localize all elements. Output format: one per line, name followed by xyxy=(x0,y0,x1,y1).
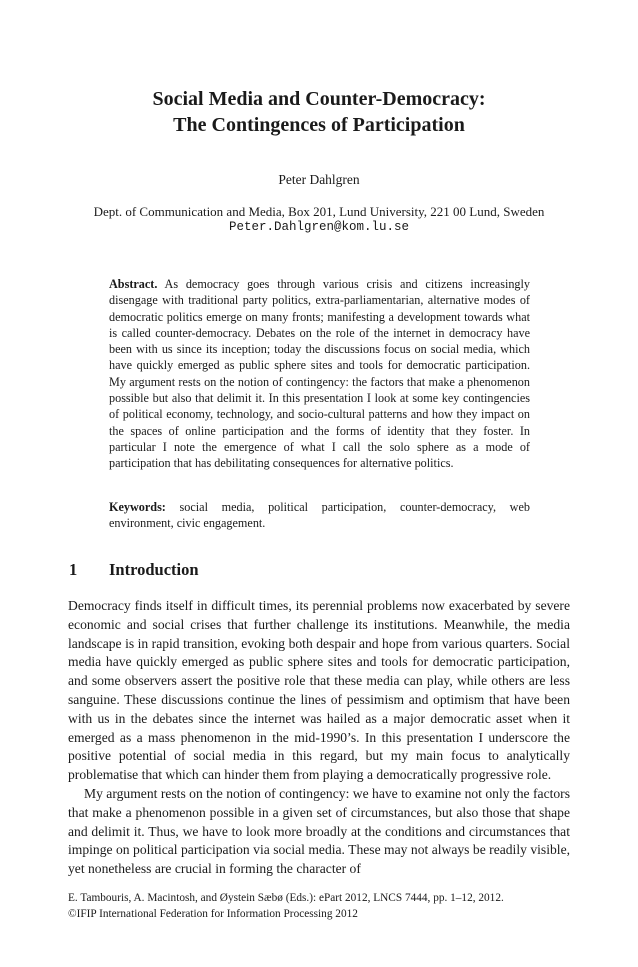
author-email: Peter.Dahlgren@kom.lu.se xyxy=(228,220,410,234)
section-number: 1 xyxy=(69,560,78,579)
footer-copyright: ©IFIP International Federation for Information Processing 2012 xyxy=(68,908,358,920)
body-text xyxy=(68,597,570,879)
keywords-label: Keywords: xyxy=(109,500,166,514)
paper-title xyxy=(0,86,638,138)
body-paragraph-2: My argument rests on the notion of contingency: we have to examine not only the factors that make a phenomenon possible in a given set of circumstances, but also those that shape and delimit it. Thus, we have to look more broadly at the conditions and circumstances that impinge on political participation via social media. These may not always be readily visible, yet nonetheless are crucial in forming the character of xyxy=(68,785,570,877)
section-heading xyxy=(69,560,199,580)
author-name: Peter Dahlgren xyxy=(278,172,360,187)
author-affiliation: Dept. of Communication and Media, Box 201, Lund University, 221 00 Lund, Sweden xyxy=(93,204,545,219)
keywords xyxy=(109,499,530,532)
body-paragraph-1: Democracy finds itself in difficult times, its perennial problems now exacerbated by severe economic and social crises that further challenge its institutions. Meanwhile, the media landscape is in rapid transition, evoking both despair and hope from various quarters. Social media have quickly emerged as public sphere sites and tools for democratic participation, and some observers assert the positive role that these media can play, while others are less sanguine. These discussions continue the lines of pessimism and optimism that have been with us in the debates since the internet was hailed as a major democratic asset when it emerged as a mass phenomenon in the mid-1990’s. In this presentation I underscore the positive potential of social media in this regard, but my main focus to analytically problematise that which can hinder them from playing a democratically progressive role. xyxy=(68,598,570,783)
abstract xyxy=(109,276,530,472)
section-title: Introduction xyxy=(109,560,199,579)
abstract-text: As democracy goes through various crisis and citizens increasingly disengage with traditional party politics, extra-parliamentarian, alternative modes of democratic politics emerge on many fronts; manifesting a development towards what is called counter-democracy. Debates on the role of the internet in democracy have been with us since its inception; today the discussions focus on social media, which have quickly emerged as public sphere sites and tools for democratic participation. My argument rests on the notion of contingency: the factors that make a phenomenon possible but also that delimit it. In this presentation I look at some key contingencies of political economy, technology, and socio-cultural patterns and how they impact on the spaces of online participation and the forms of identity that they foster. In particular I note the emergence of what I call the solo sphere as a mode of participation that has debilitating consequences for alternative politics. xyxy=(109,277,530,471)
page-footer xyxy=(68,890,588,922)
abstract-label: Abstract. xyxy=(109,277,158,291)
keywords-text: social media, political participation, counter-democracy, web environment, civic engagement. xyxy=(109,500,530,531)
title-line-1: Social Media and Counter-Democracy: xyxy=(152,88,486,110)
title-line-2: The Contingences of Participation xyxy=(173,114,465,136)
footer-citation: E. Tambouris, A. Macintosh, and Øystein Sæbø (Eds.): ePart 2012, LNCS 7444, pp. 1–12, 2012. xyxy=(68,892,504,904)
